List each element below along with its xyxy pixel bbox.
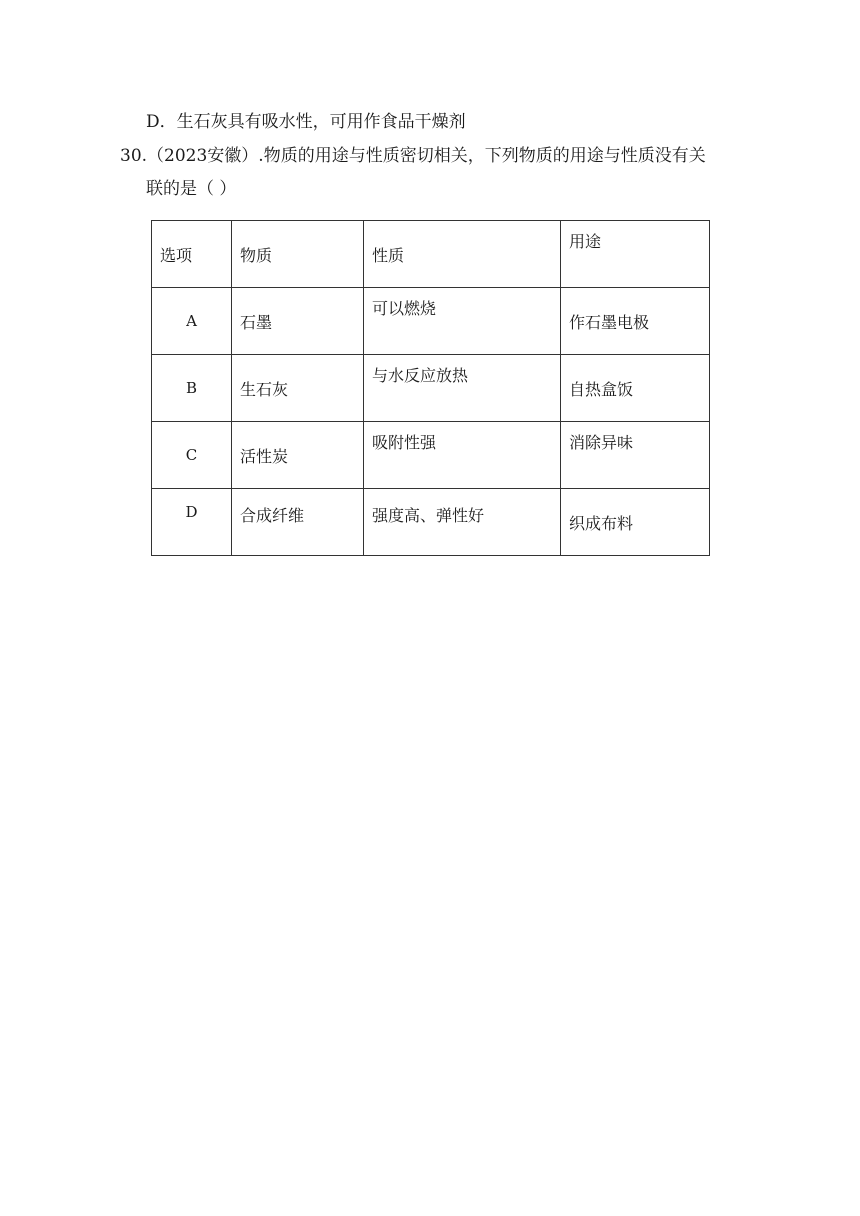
question-text-line2: 联的是（ ） [146,179,237,199]
question-text-line1: 30.（2023安徽）.物质的用途与性质密切相关，下列物质的用途与性质没有关 [120,146,706,166]
table-header-row [152,221,710,288]
cell-option: C [152,422,232,489]
cell-use: 自热盒饭 [561,355,710,422]
table-row [152,422,710,489]
cell-property: 与水反应放热 [364,355,561,422]
cell-property: 强度高、弹性好 [364,489,561,556]
cell-substance: 石墨 [232,288,364,355]
cell-property: 吸附性强 [364,422,561,489]
table-row [152,288,710,355]
properties-table [151,220,710,556]
header-option: 选项 [152,221,232,288]
cell-substance: 生石灰 [232,355,364,422]
table-row [152,489,710,556]
header-use: 用途 [561,221,710,288]
cell-option: B [152,355,232,422]
option-d-text: D．生石灰具有吸水性，可用作食品干燥剂 [146,112,466,132]
header-substance: 物质 [232,221,364,288]
header-property: 性质 [364,221,561,288]
table-row [152,355,710,422]
cell-substance: 合成纤维 [232,489,364,556]
cell-option: D [152,489,232,556]
cell-use: 消除异味 [561,422,710,489]
cell-use: 作石墨电极 [561,288,710,355]
cell-use: 织成布料 [561,489,710,556]
cell-option: A [152,288,232,355]
cell-substance: 活性炭 [232,422,364,489]
cell-property: 可以燃烧 [364,288,561,355]
